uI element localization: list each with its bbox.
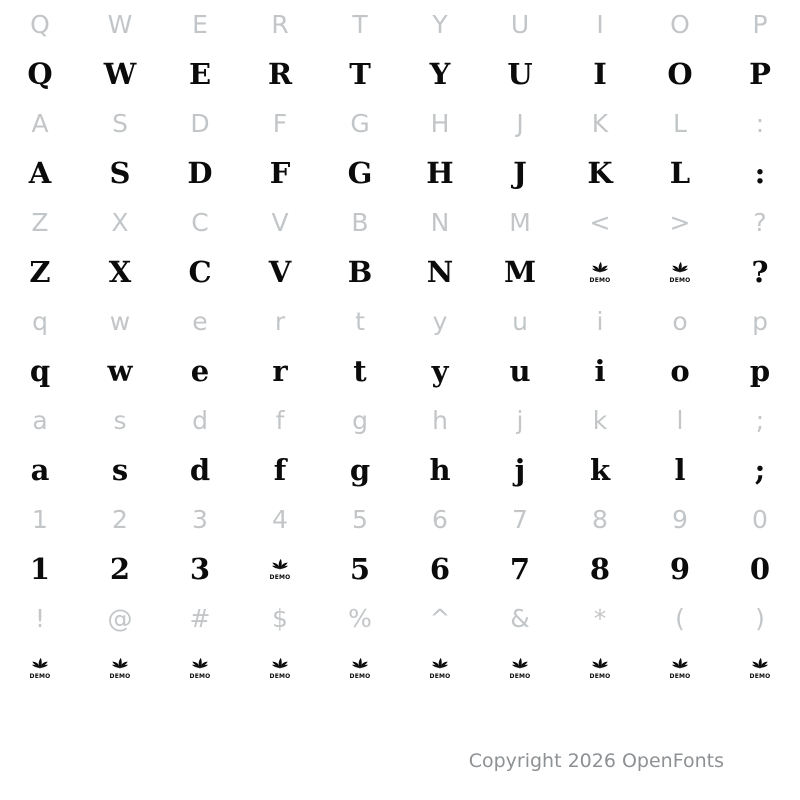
key-label-r6c5: y <box>432 307 448 337</box>
glyph-r11c5: 6 <box>429 551 451 586</box>
key-label-r12c6: & <box>510 604 530 634</box>
glyph-r7c2: e <box>190 353 210 388</box>
key-label-r4c2: C <box>191 208 209 238</box>
glyph-r7c6: u <box>509 353 531 388</box>
demo-floret-mark <box>109 656 131 680</box>
glyph-r1c3: R <box>267 56 293 91</box>
key-label-r8c1: s <box>113 406 127 436</box>
key-label-r12c8: ( <box>675 604 685 634</box>
key-label-r8c2: d <box>192 406 208 436</box>
glyph-r3c0: A <box>28 155 52 190</box>
glyph-r7c3: r <box>272 353 288 388</box>
demo-floret-icon <box>480 644 560 694</box>
demo-label: DEMO <box>749 673 771 681</box>
demo-floret-icon <box>0 644 80 694</box>
key-label-r6c2: e <box>192 307 208 337</box>
demo-label: DEMO <box>669 673 691 681</box>
glyph-r9c8: l <box>674 452 686 487</box>
glyph-r9c9: ; <box>754 452 766 487</box>
key-label-r8c0: a <box>32 406 48 436</box>
key-label-r12c0: ! <box>34 604 46 634</box>
glyph-r7c5: y <box>431 353 449 388</box>
key-label-r4c7: < <box>589 208 611 238</box>
key-label-r8c9: ; <box>755 406 765 436</box>
key-label-r2c2: D <box>190 109 210 139</box>
glyph-r11c4: 5 <box>349 551 371 586</box>
glyph-r9c5: h <box>429 452 451 487</box>
key-label-r4c0: Z <box>31 208 49 238</box>
key-label-r4c5: N <box>430 208 450 238</box>
glyph-r7c1: w <box>107 353 133 388</box>
demo-floret-mark <box>269 557 291 581</box>
glyph-r1c4: T <box>349 56 371 91</box>
glyph-r5c6: M <box>503 254 537 289</box>
glyph-r9c7: k <box>589 452 611 487</box>
demo-floret-icon <box>400 644 480 694</box>
demo-floret-icon <box>320 644 400 694</box>
key-label-r12c7: * <box>593 604 607 634</box>
key-label-r10c1: 2 <box>112 505 128 535</box>
key-label-r6c8: o <box>672 307 688 337</box>
key-label-r8c7: k <box>592 406 608 436</box>
demo-label: DEMO <box>269 673 291 681</box>
glyph-r7c7: i <box>594 353 606 388</box>
key-label-r2c9: : <box>755 109 765 139</box>
key-label-r4c6: M <box>509 208 531 238</box>
key-label-r0c3: R <box>271 10 289 40</box>
glyph-r1c5: Y <box>429 56 451 91</box>
key-label-r4c4: B <box>351 208 369 238</box>
glyph-r1c2: E <box>188 56 212 91</box>
key-label-r10c7: 8 <box>592 505 608 535</box>
demo-floret-icon <box>80 644 160 694</box>
key-label-r10c5: 6 <box>432 505 448 535</box>
demo-floret-icon <box>720 644 800 694</box>
demo-label: DEMO <box>509 673 531 681</box>
demo-floret-mark <box>509 656 531 680</box>
glyph-r7c0: q <box>29 353 51 388</box>
glyph-r11c1: 2 <box>109 551 131 586</box>
glyph-r3c3: F <box>269 155 291 190</box>
glyph-r7c4: t <box>353 353 367 388</box>
demo-label: DEMO <box>269 574 291 582</box>
key-label-r4c8: > <box>669 208 691 238</box>
key-label-r4c9: ? <box>753 208 767 238</box>
key-label-r12c1: @ <box>107 604 133 634</box>
demo-floret-icon <box>160 644 240 694</box>
glyph-r1c8: O <box>667 56 693 91</box>
glyph-r5c3: V <box>268 254 292 289</box>
demo-label: DEMO <box>29 673 51 681</box>
key-label-r8c4: g <box>352 406 368 436</box>
glyph-r3c7: K <box>587 155 613 190</box>
demo-floret-icon <box>640 644 720 694</box>
key-label-r0c6: U <box>510 10 530 40</box>
key-label-r12c9: ) <box>755 604 765 634</box>
glyph-r1c1: W <box>103 56 137 91</box>
glyph-r7c9: p <box>749 353 771 388</box>
glyph-r9c1: s <box>111 452 129 487</box>
key-label-r2c0: A <box>31 109 49 139</box>
demo-floret-mark <box>669 656 691 680</box>
demo-floret-mark <box>429 656 451 680</box>
demo-floret-mark <box>269 656 291 680</box>
key-label-r8c6: j <box>516 406 524 436</box>
glyph-r11c0: 1 <box>29 551 51 586</box>
key-label-r12c4: % <box>348 604 372 634</box>
key-label-r6c0: q <box>32 307 48 337</box>
glyph-r9c6: j <box>514 452 526 487</box>
glyph-r3c1: S <box>109 155 131 190</box>
demo-floret-mark <box>589 260 611 284</box>
demo-label: DEMO <box>429 673 451 681</box>
glyph-r7c8: o <box>670 353 690 388</box>
key-label-r10c3: 4 <box>272 505 288 535</box>
key-label-r6c4: t <box>355 307 365 337</box>
demo-label: DEMO <box>589 673 611 681</box>
key-label-r2c7: K <box>591 109 609 139</box>
key-label-r0c9: P <box>752 10 768 40</box>
key-label-r0c5: Y <box>432 10 448 40</box>
glyph-r11c2: 3 <box>189 551 211 586</box>
glyph-r1c9: P <box>749 56 771 91</box>
glyph-r3c8: L <box>669 155 691 190</box>
glyph-r5c0: Z <box>29 254 51 289</box>
key-label-r2c3: F <box>272 109 288 139</box>
key-label-r0c2: E <box>192 10 208 40</box>
glyph-r5c5: N <box>426 254 454 289</box>
demo-floret-icon <box>640 248 720 298</box>
key-label-r10c6: 7 <box>512 505 528 535</box>
glyph-r3c9: : <box>754 155 766 190</box>
key-label-r2c1: S <box>112 109 128 139</box>
glyph-r5c2: C <box>188 254 212 289</box>
key-label-r12c3: $ <box>272 604 288 634</box>
key-label-r8c5: h <box>432 406 448 436</box>
demo-floret-mark <box>589 656 611 680</box>
key-label-r0c8: O <box>670 10 690 40</box>
key-label-r0c0: Q <box>30 10 50 40</box>
demo-floret-mark <box>349 656 371 680</box>
key-label-r8c3: f <box>275 406 285 436</box>
glyph-r9c3: f <box>273 452 287 487</box>
demo-label: DEMO <box>109 673 131 681</box>
key-label-r6c7: i <box>596 307 604 337</box>
key-label-r12c5: ^ <box>429 604 451 634</box>
demo-floret-mark <box>749 656 771 680</box>
key-label-r0c4: T <box>352 10 368 40</box>
key-label-r6c3: r <box>274 307 286 337</box>
demo-floret-mark <box>29 656 51 680</box>
key-label-r8c8: l <box>676 406 684 436</box>
glyph-r3c4: G <box>347 155 373 190</box>
key-label-r0c1: W <box>107 10 133 40</box>
glyph-r9c2: d <box>189 452 211 487</box>
glyph-r3c2: D <box>187 155 213 190</box>
demo-floret-icon <box>560 248 640 298</box>
glyph-r11c7: 8 <box>589 551 611 586</box>
demo-floret-icon <box>240 545 320 595</box>
key-label-r0c7: I <box>596 10 604 40</box>
key-label-r2c4: G <box>350 109 370 139</box>
glyph-r9c4: g <box>349 452 371 487</box>
key-label-r10c0: 1 <box>32 505 48 535</box>
glyph-r5c1: X <box>108 254 132 289</box>
glyph-r11c9: 0 <box>749 551 771 586</box>
key-label-r10c8: 9 <box>672 505 688 535</box>
key-label-r2c5: H <box>430 109 450 139</box>
demo-floret-mark <box>669 260 691 284</box>
demo-floret-icon <box>560 644 640 694</box>
glyph-r11c8: 9 <box>669 551 691 586</box>
demo-label: DEMO <box>669 277 691 285</box>
key-label-r10c4: 5 <box>352 505 368 535</box>
key-label-r12c2: # <box>189 604 211 634</box>
demo-label: DEMO <box>589 277 611 285</box>
key-label-r10c9: 0 <box>752 505 768 535</box>
demo-floret-mark <box>189 656 211 680</box>
demo-floret-icon <box>240 644 320 694</box>
glyph-r5c4: B <box>347 254 373 289</box>
glyph-r5c9: ? <box>751 254 769 289</box>
key-label-r4c1: X <box>111 208 129 238</box>
demo-label: DEMO <box>189 673 211 681</box>
glyph-r1c6: U <box>507 56 533 91</box>
key-label-r4c3: V <box>271 208 289 238</box>
glyph-r1c7: I <box>593 56 607 91</box>
key-label-r2c8: L <box>673 109 687 139</box>
key-label-r6c6: u <box>512 307 528 337</box>
glyph-r9c0: a <box>30 452 50 487</box>
key-label-r2c6: J <box>516 109 524 139</box>
glyph-r3c6: J <box>513 155 527 190</box>
glyph-r11c6: 7 <box>509 551 531 586</box>
demo-label: DEMO <box>349 673 371 681</box>
key-label-r6c1: w <box>109 307 131 337</box>
copyright-notice: Copyright 2026 OpenFonts <box>468 750 724 772</box>
glyph-r3c5: H <box>426 155 454 190</box>
key-label-r6c9: p <box>752 307 768 337</box>
glyph-r1c0: Q <box>27 56 53 91</box>
key-label-r10c2: 3 <box>192 505 208 535</box>
